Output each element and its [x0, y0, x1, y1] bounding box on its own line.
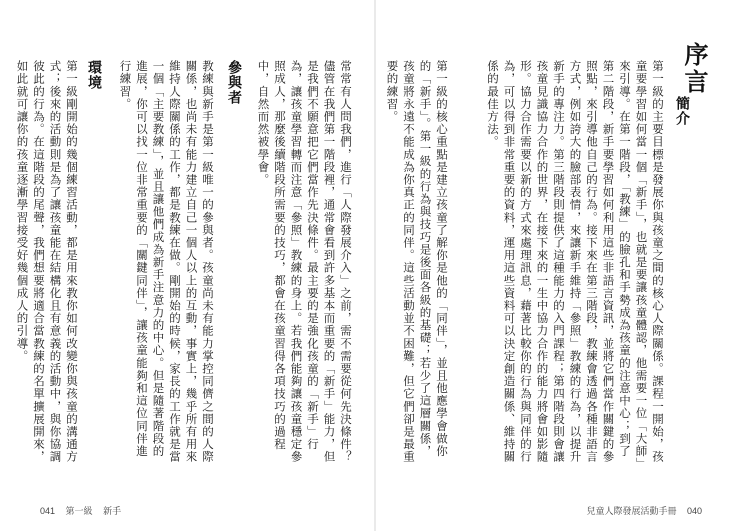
participants-paragraph: 教練與新手是第一級唯一的參與者。孩童尚未有能力掌控同儕之間的人際關係，也尚未有能力建立自己一個人以上的互動，事實上，幾乎所有用來維持人際關係的工作，都是教練在做。剛開始的時候，家長的工作就是當一個「主要教練」，並且讓他們成為新手注意力的中心。但是隨著階段的進展，你可以找一位非常重要的「關鍵同伴」，讓孩童能夠和這位同伴進行練習。	[118, 60, 215, 464]
intro-paragraph-2: 第一級的核心重點是建立孩童了解你是他的「同伴」，並且他應學會做你的「新手」。第一級的行為與技巧是後面各級的基礎；若少了這層關係，孩童將永遠不能成為你真正的同伴。這些活動並不困難，但它們卻是最重要的練習。	[385, 60, 449, 464]
left-intro-paragraph: 常常有人問我們，進行「人際發展介入」之前，需不需要從何先決條件？儘管在我們第一階段裡，通常會看到許多基本而重要的「新手」能力，但是我們不願意把它們當作先決條件。最主要的是強化孩童的「新手」行為，讓孩童學習轉而注意「參照」教練的身上。若我們能夠讓孩童穩定參照成人，那麼後續階段所需要的技巧，都會在孩童習得各項技巧的過程中，自然而然被學會。	[256, 60, 353, 464]
page-gutter	[374, 0, 376, 531]
section-heading-participants: 參與者	[226, 60, 242, 105]
footer-right	[586, 504, 710, 517]
chapter-title: 序言	[680, 42, 709, 96]
section-heading-intro: 簡介	[674, 96, 690, 126]
environment-paragraph: 第一級剛開始的幾個練習活動，都是用來教你如何改變你與孩童的溝通方式；後來的活動則是為了讓孩童能在結構化且有意義的活動中，與你協調彼此的行為。在這階段的尾聲，我們想要將適合當教練的名單擴展開來，如此就可讓你的孩童逐漸學習接受好幾個成人的引導。	[15, 60, 79, 464]
footer-level: 第一級	[65, 506, 93, 516]
footer-page-number-left: 041	[40, 506, 56, 516]
footer-book-title: 兒童人際發展活動手冊	[586, 506, 677, 516]
footer-role: 新手	[103, 506, 122, 516]
intro-paragraph-1: 第一級的主要目標是發展你與孩童之間的核心人際關係。課程一開始，孩童要學習如何當一個「新手」，也就是要讓孩童體認，他需要一位「大師」來引導。在第一階段，「教練」的臉孔和手勢成為孩童的注意中心；到了第二階段，新手要學習如何利用這些非語言資訊，並將它們當作關鍵的參照點，來引導他自己的行為。接下來在第三階段，教練會透過各種非語言方式，例如誇大的臉部表情，來讓新手維持「參照」教練的行為，以提升新手的專注力。第三階段則提供了這種能力的入門課程；第四階段則會讓孩童見識協力合作的世界，在接下來的一生中協力合作的能力將會如影隨形。協力合作需要以新的方式來處理訊息，藉著比較你的行為與同伴的行為，可以得到非常重要的資料，運用這些資料可以決定創造關係、維持關係的最佳方法。	[486, 60, 665, 465]
footer-left	[40, 504, 129, 517]
section-heading-environment: 環境	[86, 60, 102, 90]
footer-page-number-right: 040	[686, 506, 702, 516]
